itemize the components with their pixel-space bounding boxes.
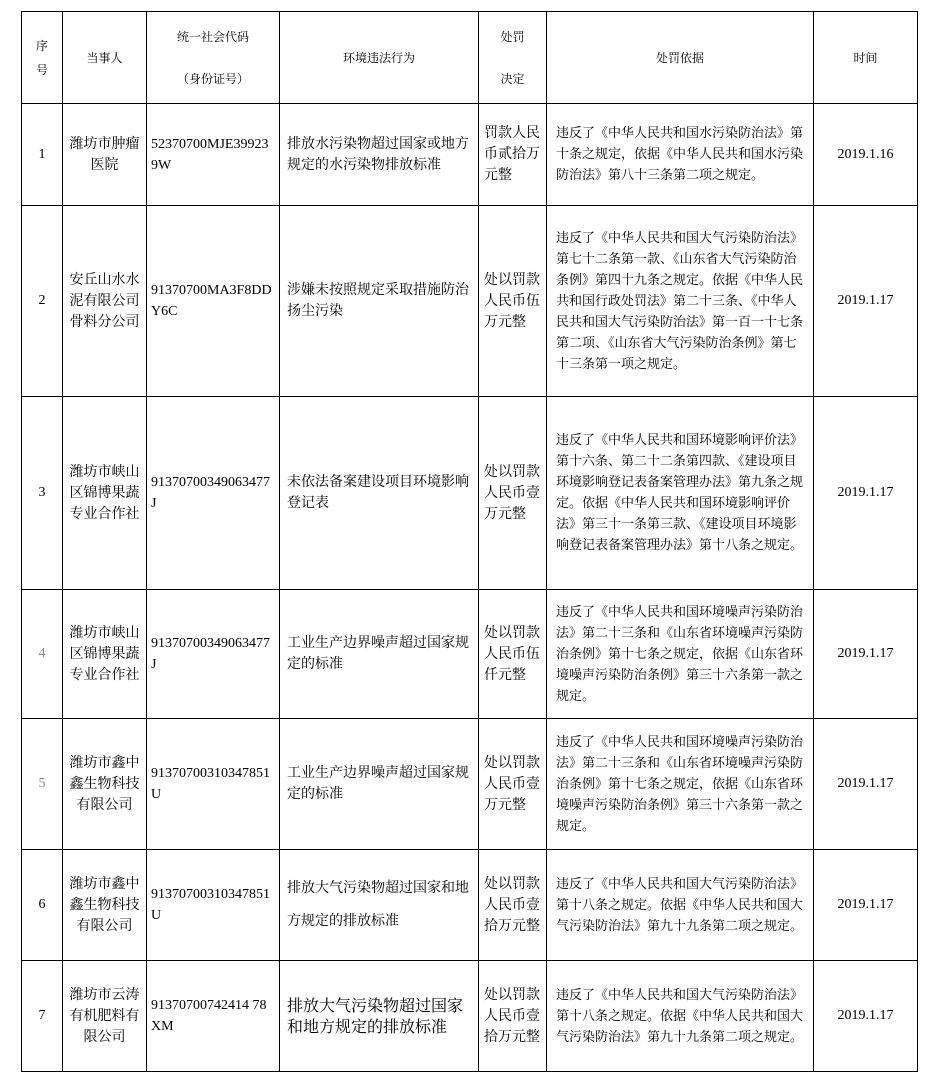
cell-seq: 3 [22,397,63,590]
table-row [22,719,918,850]
cell-time: 2019.1.17 [814,850,918,961]
cell-decision: 处以罚款人民币壹万元整 [479,719,547,850]
cell-decision: 罚款人民币贰拾万元整 [479,104,547,206]
header-seq-line1: 序 [35,38,48,53]
cell-time: 2019.1.17 [814,206,918,397]
cell-decision: 处以罚款人民币伍万元整 [479,206,547,397]
header-violation: 环境违法行为 [280,12,479,104]
cell-basis: 违反了《中华人民共和国大气污染防治法》第七十二条第一款、《山东省大气污染防治条例》第四十九条之规定。依据《中华人民共和国行政处罚法》第二十三条、《中华人民共和国大气污染防治法》第一百一十七条第二项、《山东省大气污染防治条例》第七十三条第一项之规定。 [547,206,814,397]
cell-basis: 违反了《中华人民共和国大气污染防治法》第十八条之规定。依据《中华人民共和国大气污染防治法》第九十九条第二项之规定。 [547,850,814,961]
header-decision [479,12,547,104]
cell-violation: 工业生产边界噪声超过国家规定的标准 [280,719,479,850]
table-row [22,104,918,206]
header-decision-line2: 决定 [500,71,525,86]
cell-code: 91370700310347851U [147,719,280,850]
cell-time: 2019.1.17 [814,397,918,590]
cell-violation: 涉嫌未按照规定采取措施防治扬尘污染 [280,206,479,397]
table-row [22,397,918,590]
cell-decision: 处以罚款人民币壹拾万元整 [479,961,547,1072]
header-code [147,12,280,104]
cell-party: 安丘山水水泥有限公司骨料分公司 [63,206,147,397]
cell-decision: 处以罚款人民币伍仟元整 [479,590,547,719]
header-time: 时间 [814,12,918,104]
cell-violation: 工业生产边界噪声超过国家规定的标准 [280,590,479,719]
cell-violation: 排放大气污染物超过国家和地方规定的排放标准 [280,961,479,1072]
header-decision-line1: 处罚 [500,29,525,44]
cell-decision: 处以罚款人民币壹拾万元整 [479,850,547,961]
cell-basis: 违反了《中华人民共和国大气污染防治法》第十八条之规定。依据《中华人民共和国大气污染防治法》第九十九条第二项之规定。 [547,961,814,1072]
cell-party: 潍坊市鑫中鑫生物科技有限公司 [63,850,147,961]
table-row [22,590,918,719]
cell-violation: 排放大气污染物超过国家和地方规定的排放标准 [280,850,479,961]
cell-code: 91370700742414 78XM [147,961,280,1072]
cell-party: 潍坊市云涛有机肥料有限公司 [63,961,147,1072]
cell-seq: 6 [22,850,63,961]
table-row [22,206,918,397]
cell-code: 91370700MA3F8DDY6C [147,206,280,397]
cell-time: 2019.1.17 [814,719,918,850]
cell-code: 91370700349063477J [147,397,280,590]
cell-party: 潍坊市鑫中鑫生物科技有限公司 [63,719,147,850]
cell-code: 91370700310347851U [147,850,280,961]
header-seq-line2: 号 [35,62,48,77]
cell-decision: 处以罚款人民币壹万元整 [479,397,547,590]
cell-party: 潍坊市峡山区锦博果蔬专业合作社 [63,397,147,590]
cell-time: 2019.1.17 [814,590,918,719]
cell-seq: 1 [22,104,63,206]
cell-seq: 2 [22,206,63,397]
header-basis: 处罚依据 [547,12,814,104]
header-seq [22,12,63,104]
cell-basis: 违反了《中华人民共和国环境影响评价法》第十六条、第二十二条第四款、《建设项目环境影响登记表备案管理办法》第九条之规定。依据《中华人民共和国环境影响评价法》第三十一条第三款、《建设项目环境影响登记表备案管理办法》第十八条之规定。 [547,397,814,590]
cell-seq: 5 [22,719,63,850]
header-party: 当事人 [63,12,147,104]
cell-party: 潍坊市峡山区锦博果蔬专业合作社 [63,590,147,719]
cell-violation: 未依法备案建设项目环境影响登记表 [280,397,479,590]
header-row [22,12,918,104]
cell-violation: 排放水污染物超过国家或地方规定的水污染物排放标准 [280,104,479,206]
table-row [22,850,918,961]
cell-seq: 7 [22,961,63,1072]
cell-party: 潍坊市肿瘤医院 [63,104,147,206]
cell-code: 52370700MJE399239W [147,104,280,206]
cell-time: 2019.1.16 [814,104,918,206]
header-code-line1: 统一社会代码 [176,29,249,44]
cell-basis: 违反了《中华人民共和国水污染防治法》第十条之规定，依据《中华人民共和国水污染防治法》第八十三条第二项之规定。 [547,104,814,206]
cell-basis: 违反了《中华人民共和国环境噪声污染防治法》第二十三条和《山东省环境噪声污染防治条例》第十七条之规定，依据《山东省环境噪声污染防治条例》第三十六条第一款之规定。 [547,590,814,719]
table-row [22,961,918,1072]
penalty-table [21,11,918,1072]
cell-code: 91370700349063477J [147,590,280,719]
cell-basis: 违反了《中华人民共和国环境噪声污染防治法》第二十三条和《山东省环境噪声污染防治条例》第十七条之规定，依据《山东省环境噪声污染防治条例》第三十六条第一款之规定。 [547,719,814,850]
header-code-line2: （身份证号） [176,71,249,86]
cell-time: 2019.1.17 [814,961,918,1072]
cell-seq: 4 [22,590,63,719]
